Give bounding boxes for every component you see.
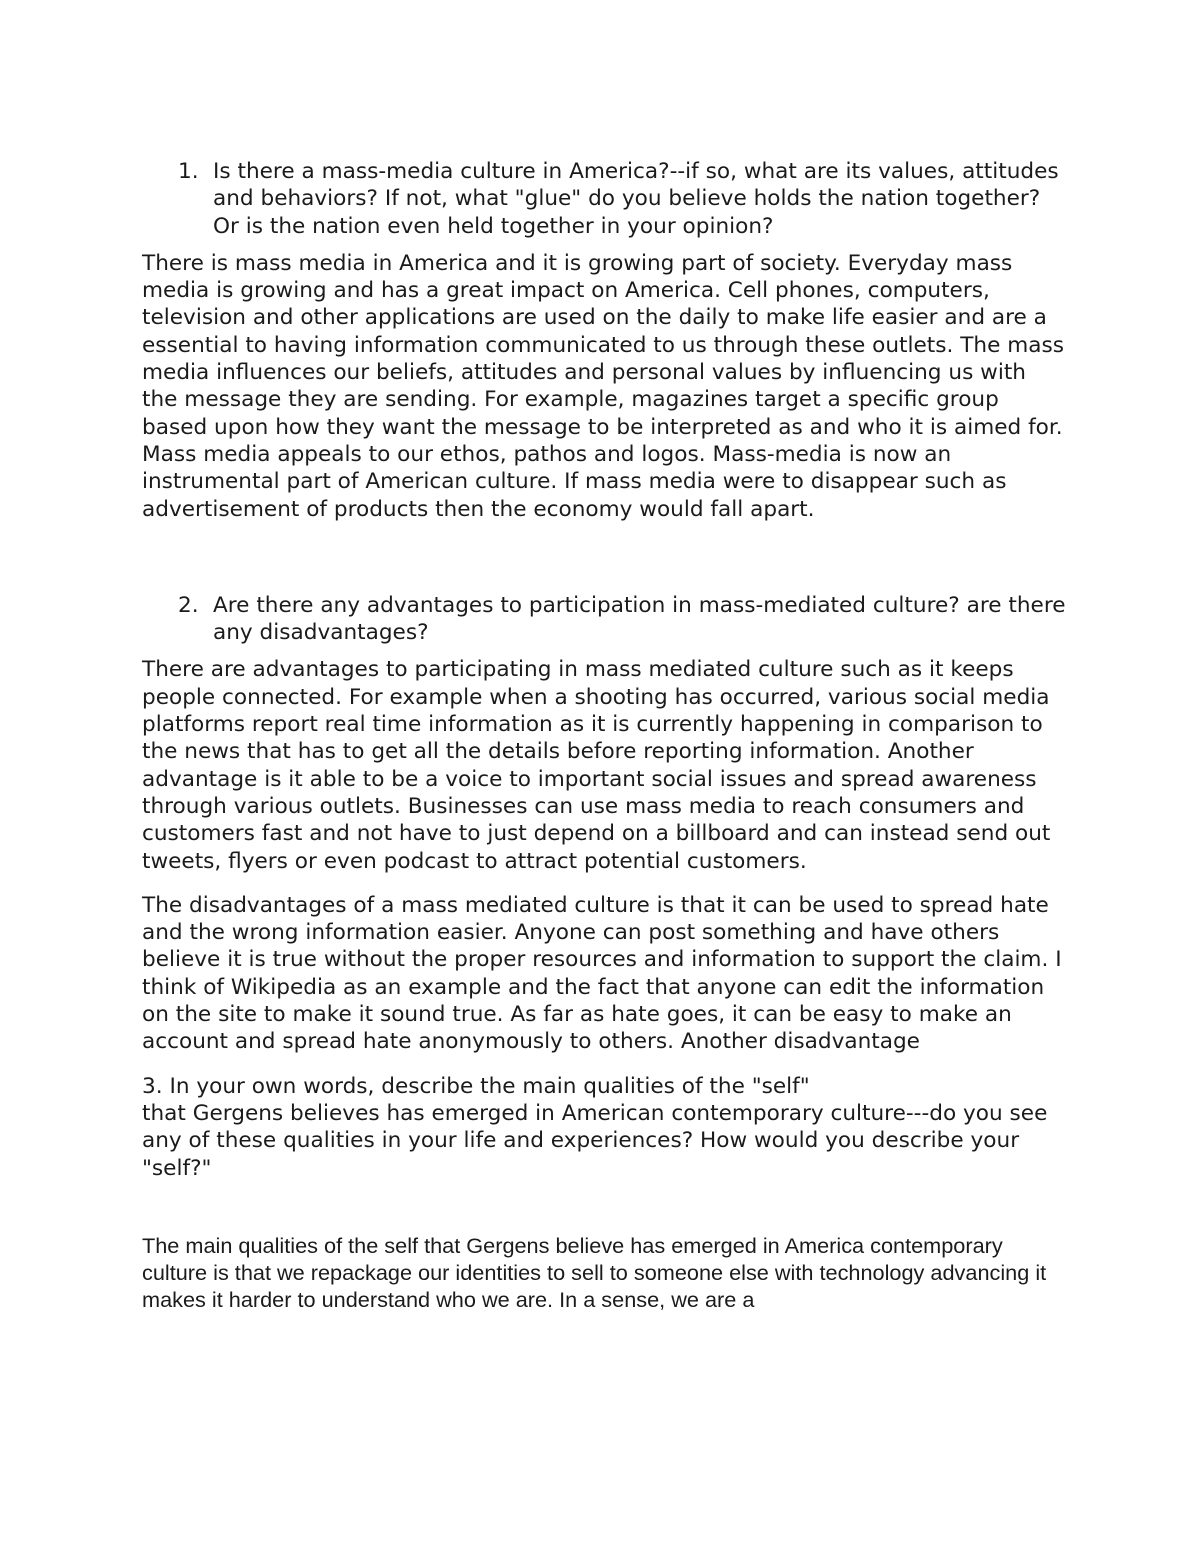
document-body	[142, 158, 1067, 1313]
question-1	[142, 158, 1067, 240]
question-3-line-2: that Gergens believes has emerged in American contemporary culture---do you see any of these qualities in your life and experiences? How would you describe your "self?"	[142, 1100, 1048, 1181]
question-2-text: Are there any advantages to participation in mass-mediated culture? are there any disadvantages?	[213, 592, 1066, 646]
answer-2-disadvantages-paragraph: The disadvantages of a mass mediated culture is that it can be used to spread hate and the wrong information easier. Anyone can post something and have others believe it is true without the proper resources and information to support the claim. I think of Wikipedia as an example and the fact that anyone can edit the information on the site to make it sound true. As far as hate goes, it can be easy to make an account and spread hate anonymously to others. Another disadvantage	[142, 892, 1062, 1055]
answer-3-paragraph: The main qualities of the self that Gergens believe has emerged in America contemporary culture is that we repackage our identities to sell to someone else with technology advancing it makes it harder to understand who we are. In a sense, we are a	[142, 1232, 1047, 1312]
answer-2-advantages-paragraph: There are advantages to participating in mass mediated culture such as it keeps people connected. For example when a shooting has occurred, various social media platforms report real time information as it is currently happening in comparison to the news that has to get all the details before reporting information. Another advantage is it able to be a voice to important social issues and spread awareness through various outlets. Businesses can use mass media to reach consumers and customers fast and not have to just depend on a billboard and can instead send out tweets, flyers or even podcast to attract potential customers.	[142, 657, 1051, 874]
question-1-number: 1.	[178, 159, 199, 184]
spacer	[142, 540, 1067, 592]
question-3-line-1: 3. In your own words, describe the main qualities of the "self"	[142, 1073, 810, 1099]
question-3	[142, 1073, 1067, 1182]
spacer	[142, 1182, 1067, 1232]
question-2-number: 2.	[178, 592, 199, 618]
question-1-text: Is there a mass-media culture in America?--if so, what are its values, attitudes and behaviors? If not, what "glue" do you believe holds the nation together? Or is the nation even held together in your opinion?	[213, 159, 1059, 239]
answer-1-paragraph: There is mass media in America and it is growing part of society. Everyday mass media is growing and has a great impact on America. Cell phones, computers, television and other applications are used on the daily to make life easier and are a essential to having information communicated to us through these outlets. The mass media influences our beliefs, attitudes and personal values by influencing us with the message they are sending. For example, magazines target a specific group based upon how they want the message to be interpreted as and who it is aimed for. Mass media appeals to our ethos, pathos and logos. Mass-media is now an instrumental part of American culture. If mass media were to disappear such as advertisement of products then the economy would fall apart.	[142, 250, 1065, 522]
question-2	[142, 592, 1067, 647]
